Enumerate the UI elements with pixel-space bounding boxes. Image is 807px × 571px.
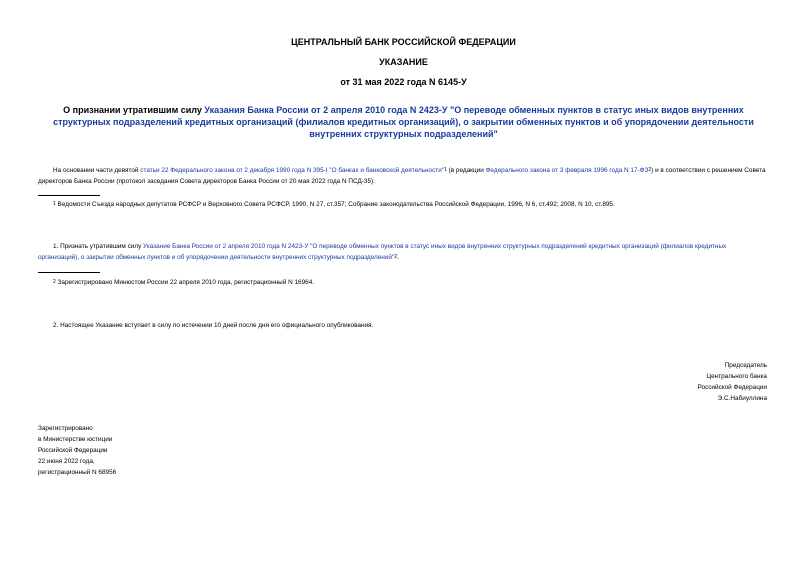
item-1-end: .: [397, 254, 399, 261]
registration-number: регистрационный N 68956: [38, 469, 117, 476]
preamble-paragraph: [38, 165, 767, 187]
document-date-number: от 31 мая 2022 года N 6145-У: [340, 77, 467, 87]
footnote-2: [53, 277, 767, 288]
item-1-paragraph: [38, 241, 767, 263]
footnote-2-text: Зарегистрировано Минюстом России 22 апреля 2010 года, регистрационный N 16964.: [55, 279, 315, 286]
repealed-instruction-link[interactable]: Указание Банка России от 2 апреля 2010 года N 2423-У "О переводе обменных пунктов в статус иных видов внутренних структурных подразделений кредитных организаций (филиалов кредитных организаций), о закрытии обменных пунктов и об упорядочении деятельности внутренних структурных подразделений": [38, 243, 727, 261]
footnote-ref-2b[interactable]: 2: [394, 254, 397, 260]
footnote-2-mark: 2: [53, 279, 56, 285]
signature-name: Э.С.Набиуллина: [717, 395, 767, 402]
title-prefix: О признании утратившим силу: [63, 105, 205, 115]
footnote-divider: [38, 195, 100, 196]
footnote-1-mark: 1: [53, 201, 56, 207]
footnote-ref-1[interactable]: 1: [444, 167, 447, 173]
footnote-1: [53, 199, 767, 210]
document-type: УКАЗАНИЕ: [379, 57, 428, 67]
registration-line-3: Российской Федерации: [38, 447, 108, 454]
title-link[interactable]: Указания Банка России от 2 апреля 2010 года N 2423-У "О переводе обменных пунктов в статус иных видов внутренних структурных подразделений кредитных организаций (филиалов кредитных организаций), о закрытии обменных пунктов и об упорядочении деятельности внутренних структурных подразделений": [53, 105, 754, 139]
item-1-text: 1. Признать утратившим силу: [53, 243, 144, 250]
registration-date: 22 июня 2022 года,: [38, 458, 95, 465]
preamble-text-1: На основании части девятой: [53, 167, 141, 174]
registration-line-2: в Министерстве юстиции: [38, 436, 113, 443]
footnote-divider-2: [38, 272, 100, 273]
preamble-text-2: (в редакции: [446, 167, 486, 174]
footnote-ref-2[interactable]: 2: [648, 167, 652, 173]
footnote-1-text: Ведомости Съезда народных депутатов РСФСР и Верховного Совета РСФСР, 1990, N 27, ст.357; Собрание законодательства Российской Федерации, 1996, N 6, ст.492; 2008, N 10, ст.895.: [55, 201, 615, 208]
preamble-text-3: ) и в соответствии с решением Совета директоров Банка России (протокол заседания Совета директоров Банка России от 20 мая 2022 года N ПСД-35):: [38, 167, 766, 185]
signature-line-2: Центрального банка: [706, 373, 767, 380]
signature-block: [698, 360, 768, 404]
issuer-heading: ЦЕНТРАЛЬНЫЙ БАНК РОССИЙСКОЙ ФЕДЕРАЦИИ: [291, 37, 516, 47]
law-link-395-1[interactable]: статьи 22 Федерального закона от 2 декабря 1990 года N 395-I "О банках и банковской деятельности": [140, 167, 445, 174]
signature-line-1: Председатель: [724, 362, 767, 369]
registration-line-1: Зарегистрировано: [38, 425, 93, 432]
item-2-paragraph: 2. Настоящее Указание вступает в силу по истечении 10 дней после дня его официального опубликования.: [53, 322, 374, 329]
law-link-17-fz[interactable]: Федерального закона от 3 февраля 1996 года N 17-ФЗ: [485, 167, 649, 174]
signature-line-3: Российской Федерации: [697, 384, 767, 391]
registration-block: [38, 423, 116, 478]
document-title: [40, 104, 767, 140]
